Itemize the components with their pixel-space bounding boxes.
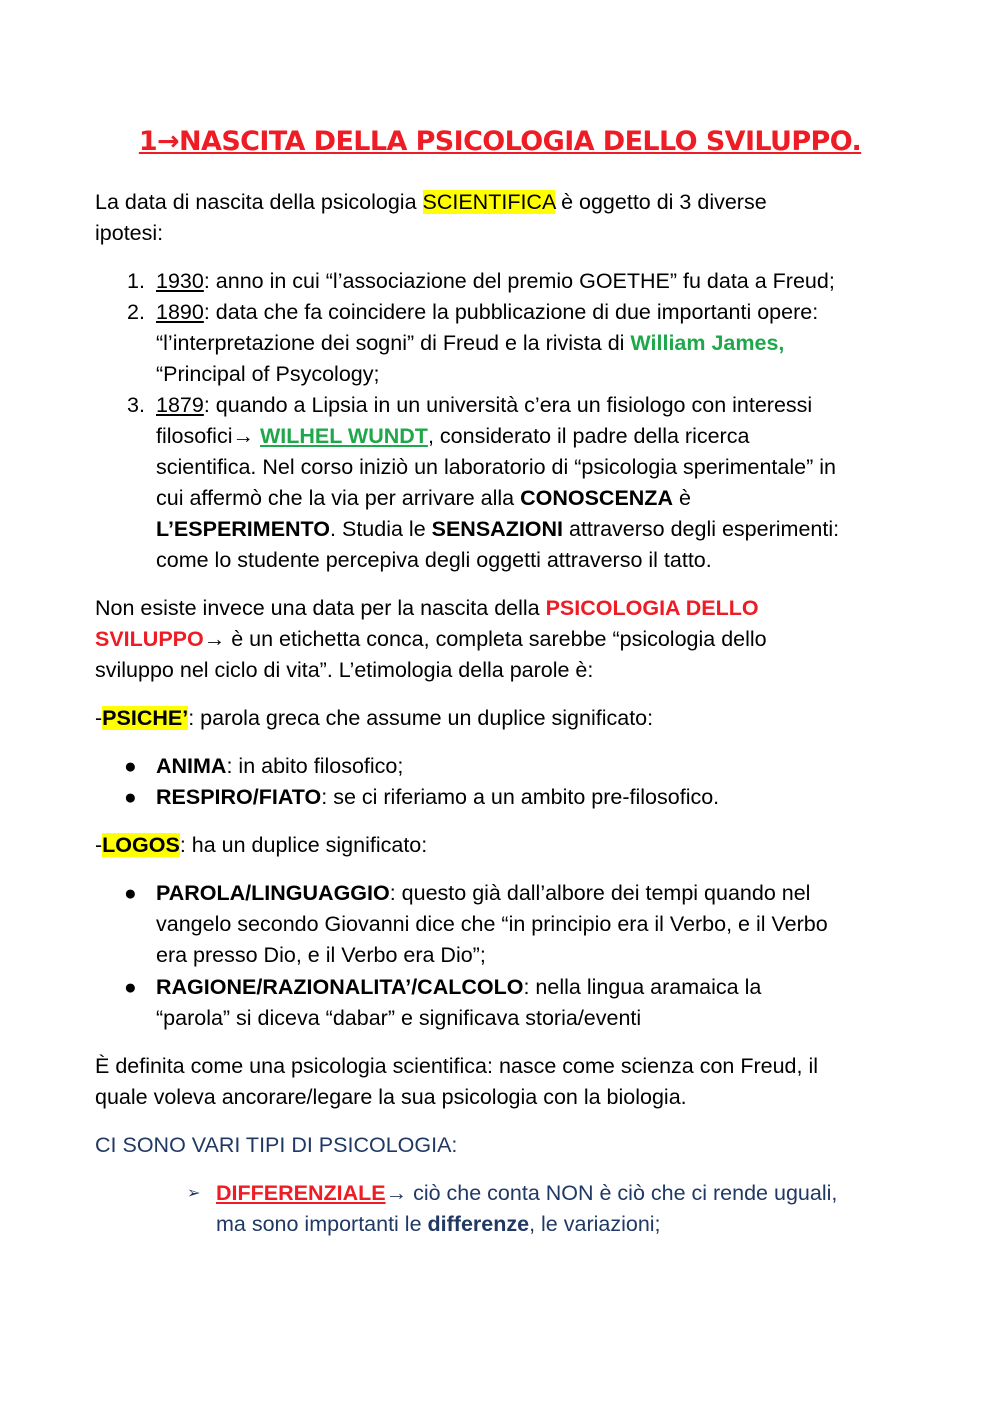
conoscenza: CONOSCENZA: [520, 486, 673, 510]
list-item-3-text-4a: cui affermò che la via per arrivare alla: [156, 486, 521, 510]
list-item-3-text-2: filosofici→: [156, 424, 260, 448]
para2-line-3: sviluppo nel ciclo di vita”. L’etimologia della parole è:: [95, 658, 594, 682]
list-number-3: 3.: [127, 393, 145, 417]
list-item-2-line-1: [156, 297, 818, 328]
arrow-bullet-icon: ➢: [187, 1185, 201, 1202]
list-item-3-line-2: [156, 421, 749, 452]
differenziale: DIFFERENZIALE: [216, 1181, 386, 1205]
logos-text: : ha un duplice significato:: [179, 833, 428, 857]
psicologia-dello-sviluppo-2: SVILUPPO: [95, 627, 204, 651]
para2-line-1: [95, 593, 759, 624]
ragione-text: : nella lingua aramaica la: [523, 975, 762, 999]
bullet-icon: ●: [124, 755, 137, 778]
list-number-2: 2.: [127, 300, 145, 324]
anima-text: : in abito filosofico;: [226, 754, 404, 778]
page-title: 1→NASCITA DELLA PSICOLOGIA DELLO SVILUPPO.: [138, 126, 862, 157]
list-item-3-line-3: scientifica. Nel corso iniziò un laboratorio di “psicologia sperimentale” in: [156, 455, 836, 479]
list-item-cont: era presso Dio, e il Verbo era Dio”;: [156, 943, 486, 967]
list-number-1: 1.: [127, 269, 145, 293]
william-james: William James,: [630, 331, 785, 355]
year-1930: 1930: [156, 269, 204, 293]
psiche-line: [95, 703, 653, 734]
psiche-dash: -: [95, 706, 103, 730]
list-item-3-line-5: [156, 514, 839, 545]
logos-dash: -: [95, 833, 103, 857]
list-item-2-text: : data che fa coincidere la pubblicazione di due importanti opere:: [203, 300, 819, 324]
differenziale-text-2a: ma sono importanti le: [216, 1212, 428, 1236]
intro-text: La data di nascita della psicologia: [95, 190, 423, 214]
list-item-2-line-2: [156, 328, 784, 359]
para3-line-1: È definita come una psicologia scientifica: nasce come scienza con Freud, il: [95, 1054, 819, 1078]
list-item-3-line-6: come lo studente percepiva degli oggetti attraverso il tatto.: [156, 548, 712, 572]
para3-line-2: quale voleva ancorare/legare la sua psicologia con la biologia.: [95, 1085, 687, 1109]
list-item-cont: vangelo secondo Giovanni dice che “in principio era il Verbo, e il Verbo: [156, 912, 828, 936]
list-item-2-line-3: “Principal of Psycology;: [156, 362, 380, 386]
differenziale-text: → ciò che conta NON è ciò che ci rende uguali,: [385, 1181, 838, 1205]
list-item-3-text-5b: . Studia le: [330, 517, 432, 541]
bullet-icon: ●: [124, 786, 137, 809]
list-item-cont: “parola” si diceva “dabar” e significava storia/eventi: [156, 1006, 642, 1030]
year-1879: 1879: [156, 393, 204, 417]
highlight-scientifica: SCIENTIFICA: [422, 190, 556, 214]
intro-text-cont: è oggetto di 3 diverse: [555, 190, 767, 214]
psicologia-dello-sviluppo-1: PSICOLOGIA DELLO: [545, 596, 759, 620]
parola-text: : questo già dall’albore dei tempi quando nel: [389, 881, 811, 905]
wilhel-wundt: WILHEL WUNDT: [259, 424, 428, 448]
esperimento: L’ESPERIMENTO: [156, 517, 331, 541]
list-item-1-text: : anno in cui “l’associazione del premio GOETHE” fu data a Freud;: [203, 269, 835, 293]
ragione-razionalita-calcolo: RAGIONE/RAZIONALITA’/CALCOLO: [156, 975, 524, 999]
year-1890: 1890: [156, 300, 204, 324]
type-item-line-2: [216, 1209, 661, 1240]
para2-line-2: [95, 624, 767, 655]
list-item-1: [156, 266, 835, 297]
sensazioni: SENSAZIONI: [431, 517, 564, 541]
list-item-2-text-2: “l’interpretazione dei sogni” di Freud e la rivista di: [156, 331, 631, 355]
intro-line-1: [95, 187, 767, 218]
types-heading: CI SONO VARI TIPI DI PSICOLOGIA:: [95, 1133, 458, 1157]
list-item-3-text-4c: è: [672, 486, 691, 510]
differenziale-text-2c: , le variazioni;: [529, 1212, 661, 1236]
intro-line-2: ipotesi:: [95, 221, 164, 245]
list-item: [156, 782, 719, 813]
para2-text-1: Non esiste invece una data per la nascita della: [95, 596, 546, 620]
list-item: [156, 751, 403, 782]
parola-linguaggio: PAROLA/LINGUAGGIO: [156, 881, 390, 905]
bullet-icon: ●: [124, 976, 137, 999]
type-item-line-1: [216, 1178, 837, 1209]
logos-word: LOGOS: [102, 833, 180, 857]
list-item-3-text-5d: attraverso degli esperimenti:: [563, 517, 840, 541]
anima: ANIMA: [156, 754, 227, 778]
differenze: differenze: [427, 1212, 530, 1236]
list-item-3-line-4: [156, 483, 691, 514]
list-item-3-line-1: [156, 390, 812, 421]
bullet-icon: ●: [124, 882, 137, 905]
logos-line: [95, 830, 427, 861]
list-item: [156, 972, 761, 1003]
psiche-word: PSICHE’: [102, 706, 189, 730]
psiche-text: : parola greca che assume un duplice significato:: [188, 706, 654, 730]
respiro-text: : se ci riferiamo a un ambito pre-filosofico.: [321, 785, 720, 809]
para2-text-2: → è un etichetta conca, completa sarebbe “psicologia dello: [203, 627, 767, 651]
list-item: [156, 878, 810, 909]
list-item-3-text: : quando a Lipsia in un università c’era un fisiologo con interessi: [203, 393, 813, 417]
respiro-fiato: RESPIRO/FIATO: [156, 785, 322, 809]
list-item-3-text-2b: , considerato il padre della ricerca: [427, 424, 750, 448]
